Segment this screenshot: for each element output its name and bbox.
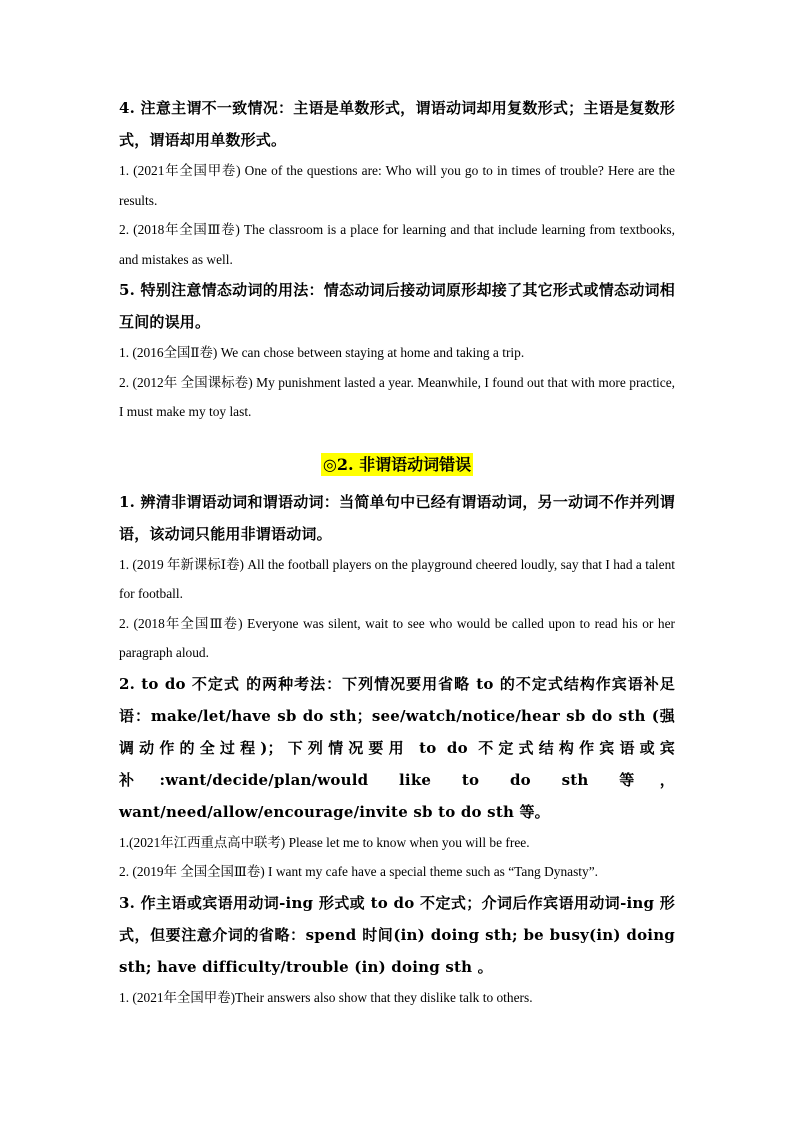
section-title-wrapper: [119, 445, 675, 486]
section-title: ◎2. 非谓语动词错误: [322, 454, 472, 474]
heading-subject-verb-agreement: 4. 注意主谓不一致情况：主语是单数形式，谓语动词却用复数形式；主语是复数形式，谓语却用单数形式。: [119, 99, 675, 149]
heading-modal-verbs: 5. 特别注意情态动词的用法：情态动词后接动词原形却接了其它形式或情态动词相互间的误用。: [119, 281, 675, 331]
heading-nonfinite-vs-finite: 1. 辨清非谓语动词和谓语动词：当简单句中已经有谓语动词，另一动词不作并列谓语，该动词只能用非谓语动词。: [119, 492, 675, 543]
example-sentence: 2. (2012年 全国课标卷) My punishment lasted a year. Meanwhile, I found out that with more practice, I must make my toy last.: [119, 374, 675, 419]
document-page: [119, 92, 675, 1012]
example-sentence: 1. (2016全国Ⅱ卷) We can chose between staying at home and taking a trip.: [119, 345, 525, 360]
example-sentence: 1. (2021年全国甲卷) One of the questions are: Who will you go to in times of trouble? Here are the results.: [119, 163, 675, 208]
example-sentence: 2. (2018年全国Ⅲ卷) The classroom is a place for learning and that include learning from textbooks, and mistakes as well.: [119, 222, 675, 267]
example-sentence: 2. (2019年 全国全国Ⅲ卷) I want my cafe have a special theme such as “Tang Dynasty”.: [119, 864, 599, 879]
heading-infinitive-usage: 2. to do 不定式 的两种考法：下列情况要用省略 to 的不定式结构作宾语补足语：make/let/have sb do sth；see/watch/notice/hear sb do sth (强调动作的全过程)；下列情况要用 to do 不定式结构作宾语或宾补:want/decide/plan/would like to do sth 等，want/need/allow/encourage/invite sb to do sth 等。: [119, 674, 675, 821]
example-sentence: 1. (2021年全国甲卷)Their answers also show that they dislike talk to others.: [119, 989, 533, 1005]
heading-gerund-infinitive-subject-object: 3. 作主语或宾语用动词-ing 形式或 to do 不定式；介词后作宾语用动词-ing 形式，但要注意介词的省略：spend 时间(in) doing sth; be busy(in) doing sth; have difficulty/trouble (in) doing sth 。: [119, 893, 675, 976]
example-sentence: 1.(2021年江西重点高中联考) Please let me to know when you will be free.: [119, 834, 530, 850]
example-sentence: 2. (2018年全国Ⅲ卷) Everyone was silent, wait to see who would be called upon to read his or her paragraph aloud.: [119, 615, 675, 660]
example-sentence: 1. (2019 年新课标Ⅰ卷) All the football players on the playground cheered loudly, say that I had a talent for football.: [119, 556, 675, 601]
